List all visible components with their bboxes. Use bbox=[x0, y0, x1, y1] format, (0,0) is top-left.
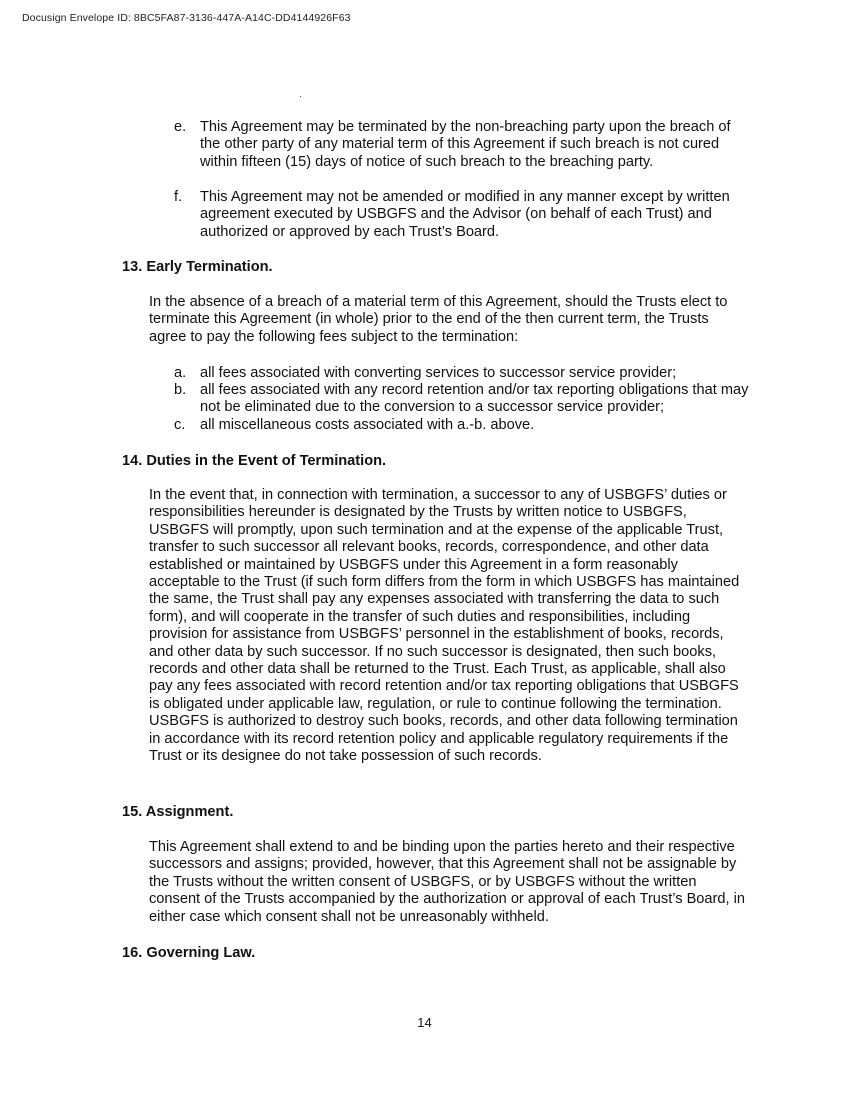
stray-mark bbox=[300, 96, 301, 97]
list-item-f bbox=[174, 189, 749, 241]
list-label: e. bbox=[174, 119, 187, 135]
section-15-body: This Agreement shall extend to and be binding upon the parties hereto and their respective successors and assigns; provided, however, that this Agreement shall not be assignable by the Trusts without the written consent of USBGFS, or by USBGFS without the written consent of the Trusts accompanied by the authorization or approval of each Trust’s Board, in either case which consent shall not be unreasonably withheld. bbox=[149, 839, 745, 925]
list-text: all fees associated with any record retention and/or tax reporting obligations that may not be eliminated due to the conversion to a successor service provider; bbox=[200, 382, 749, 416]
list-text: all fees associated with converting services to successor service provider; bbox=[200, 365, 677, 381]
envelope-id: Docusign Envelope ID: 8BC5FA87-3136-447A-A14C-DD4144926F63 bbox=[22, 12, 351, 24]
section-14-heading: 14. Duties in the Event of Termination. bbox=[122, 453, 387, 469]
section-14-body: In the event that, in connection with termination, a successor to any of USBGFS’ duties or responsibilities hereunder is designated by the Trusts by written notice to USBGFS, USBGFS will promptly, upon such termination and at the expense of the applicable Trust, transfer to such successor all relevant books, records, correspondence, and other data established or maintained by USBGFS under this Agreement in a form reasonably acceptable to the Trust (if such form differs from the form in which USBGFS has maintained the same, the Trust shall pay any expenses associated with transferring the data to such form), and will cooperate in the transfer of such duties and responsibilities, including provision for assistance from USBGFS’ personnel in the establishment of books, records, and other data by such successor. If no such successor is designated, then such books, records and other data shall be returned to the Trust. Each Trust, as applicable, shall also pay any fees associated with record retention and/or tax reporting obligations that USBGFS is obligated under applicable law, regulation, or rule to continue following the termination. USBGFS is authorized to destroy such books, records, and other data following termination in accordance with its record retention policy and applicable regulatory requirements if the Trust or its designee do not take possession of such records. bbox=[149, 487, 740, 765]
list-item-b bbox=[174, 382, 749, 417]
list-label: b. bbox=[174, 382, 187, 398]
list-text: all miscellaneous costs associated with a.-b. above. bbox=[200, 417, 535, 433]
list-label: c. bbox=[174, 417, 186, 433]
section-13-intro: In the absence of a breach of a material term of this Agreement, should the Trusts elect to terminate this Agreement (in whole) prior to the end of the then current term, the Trusts agree to pay the following fees subject to the termination: bbox=[149, 294, 728, 345]
list-item-a bbox=[174, 365, 749, 382]
page-number: 14 bbox=[417, 1015, 432, 1030]
list-text: This Agreement may not be amended or modified in any manner except by written agreement executed by USBGFS and the Advisor (on behalf of each Trust) and authorized or approved by each Trust’s Board. bbox=[200, 189, 730, 240]
list-item-e bbox=[174, 119, 749, 171]
section-16-heading: 16. Governing Law. bbox=[122, 945, 256, 961]
list-label: a. bbox=[174, 365, 187, 381]
list-text: This Agreement may be terminated by the non-breaching party upon the breach of the other party of any material term of this Agreement if such breach is not cured within fifteen (15) days of notice of such breach to the breaching party. bbox=[200, 119, 731, 170]
list-label: f. bbox=[174, 189, 183, 205]
list-item-c bbox=[174, 417, 749, 434]
section-13-heading: 13. Early Termination. bbox=[122, 259, 273, 275]
section-15-heading: 15. Assignment. bbox=[122, 804, 234, 820]
